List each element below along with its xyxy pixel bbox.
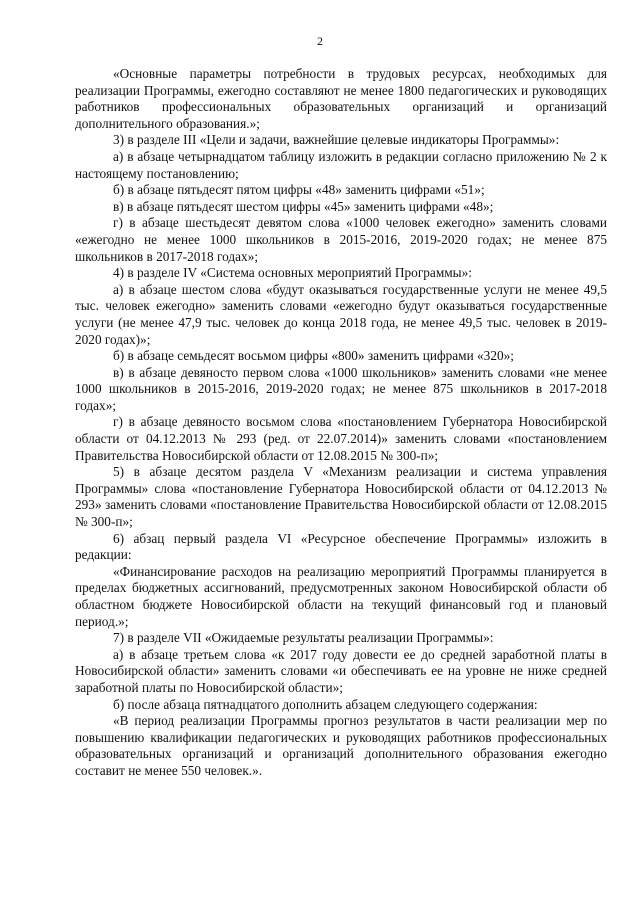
paragraph: б) в абзаце семьдесят восьмом цифры «800» заменить цифрами «320»; [113, 348, 514, 364]
paragraph: г) в абзаце девяносто восьмом слова «постановлением Губернатора Новосибирской области от 04.12.2013 № 293 (ред. от 22.07.2014)» заменить словами «постановлением Правительства Новосибирской области от 12.08.2015 № 300-п»; [75, 414, 607, 463]
page-number: 2 [317, 34, 323, 48]
paragraph: «В период реализации Программы прогноз результатов в части реализации мер по повышению квалификации педагогических и руководящих работников профессиональных образовательных организаций и организаций дополнительного образования ежегодно составит не менее 550 человек.». [75, 713, 607, 778]
paragraph: 6) абзац первый раздела VI «Ресурсное обеспечение Программы» изложить в редакции: [75, 530, 607, 563]
paragraph: в) в абзаце пятьдесят шестом цифры «45» заменить цифрами «48»; [113, 198, 494, 214]
paragraph: а) в абзаце третьем слова «к 2017 году довести ее до средней заработной платы в Новосибирской области» заменить словами «и обеспечивать ее на уровне не ниже средней заработной платы по Новосибирской области»; [75, 646, 607, 695]
paragraph: а) в абзаце четырнадцатом таблицу изложить в редакции согласно приложению № 2 к настоящему постановлению; [75, 148, 607, 181]
paragraph: б) в абзаце пятьдесят пятом цифры «48» заменить цифрами «51»; [113, 182, 485, 198]
paragraph: б) после абзаца пятнадцатого дополнить абзацем следующего содержания: [113, 696, 538, 712]
paragraph: в) в абзаце девяносто первом слова «1000 школьников» заменить словами «не менее 1000 школьников в 2015-2016, 2019-2020 годах; не менее 875 школьников в 2017-2018 годах»; [75, 364, 607, 413]
document-body [75, 66, 607, 780]
paragraph: 4) в разделе IV «Система основных мероприятий Программы»: [113, 265, 472, 281]
paragraph: «Финансирование расходов на реализацию мероприятий Программы планируется в пределах бюджетных ассигнований, предусмотренных законом Новосибирской области об областном бюджете Новосибирской области на текущий финансовый год и плановый период.»; [75, 563, 607, 629]
paragraph: 5) в абзаце десятом раздела V «Механизм реализации и система управления Программы» слова «постановление Губернатора Новосибирской области от 04.12.2013 № 293» заменить словами «постановление Правительства Новосибирской области от 12.08.2015 № 300-п»; [75, 464, 607, 530]
paragraph: «Основные параметры потребности в трудовых ресурсах, необходимых для реализации Программы, ежегодно составляют не менее 1800 педагогических и руководящих работников профессиональных образовательных организаций и организаций дополнительного образования.»; [75, 66, 607, 131]
paragraph: г) в абзаце шестьдесят девятом слова «1000 человек ежегодно» заменить словами «ежегодно не менее 1000 школьников в 2015-2016, 2019-2020 годах; не менее 875 школьников в 2017-2018 годах»; [75, 215, 607, 264]
paragraph: 3) в разделе III «Цели и задачи, важнейшие целевые индикаторы Программы»: [113, 132, 560, 148]
paragraph: а) в абзаце шестом слова «будут оказываться государственные услуги не менее 49,5 тыс. человек ежегодно» заменить словами «ежегодно будут оказываться государственные услуги (не менее 47,9 тыс. человек до конца 2018 года, не менее 49,5 тыс. человек в 2019-2020 годах)»; [75, 281, 607, 347]
paragraph: 7) в разделе VII «Ожидаемые результаты реализации Программы»: [113, 630, 494, 646]
